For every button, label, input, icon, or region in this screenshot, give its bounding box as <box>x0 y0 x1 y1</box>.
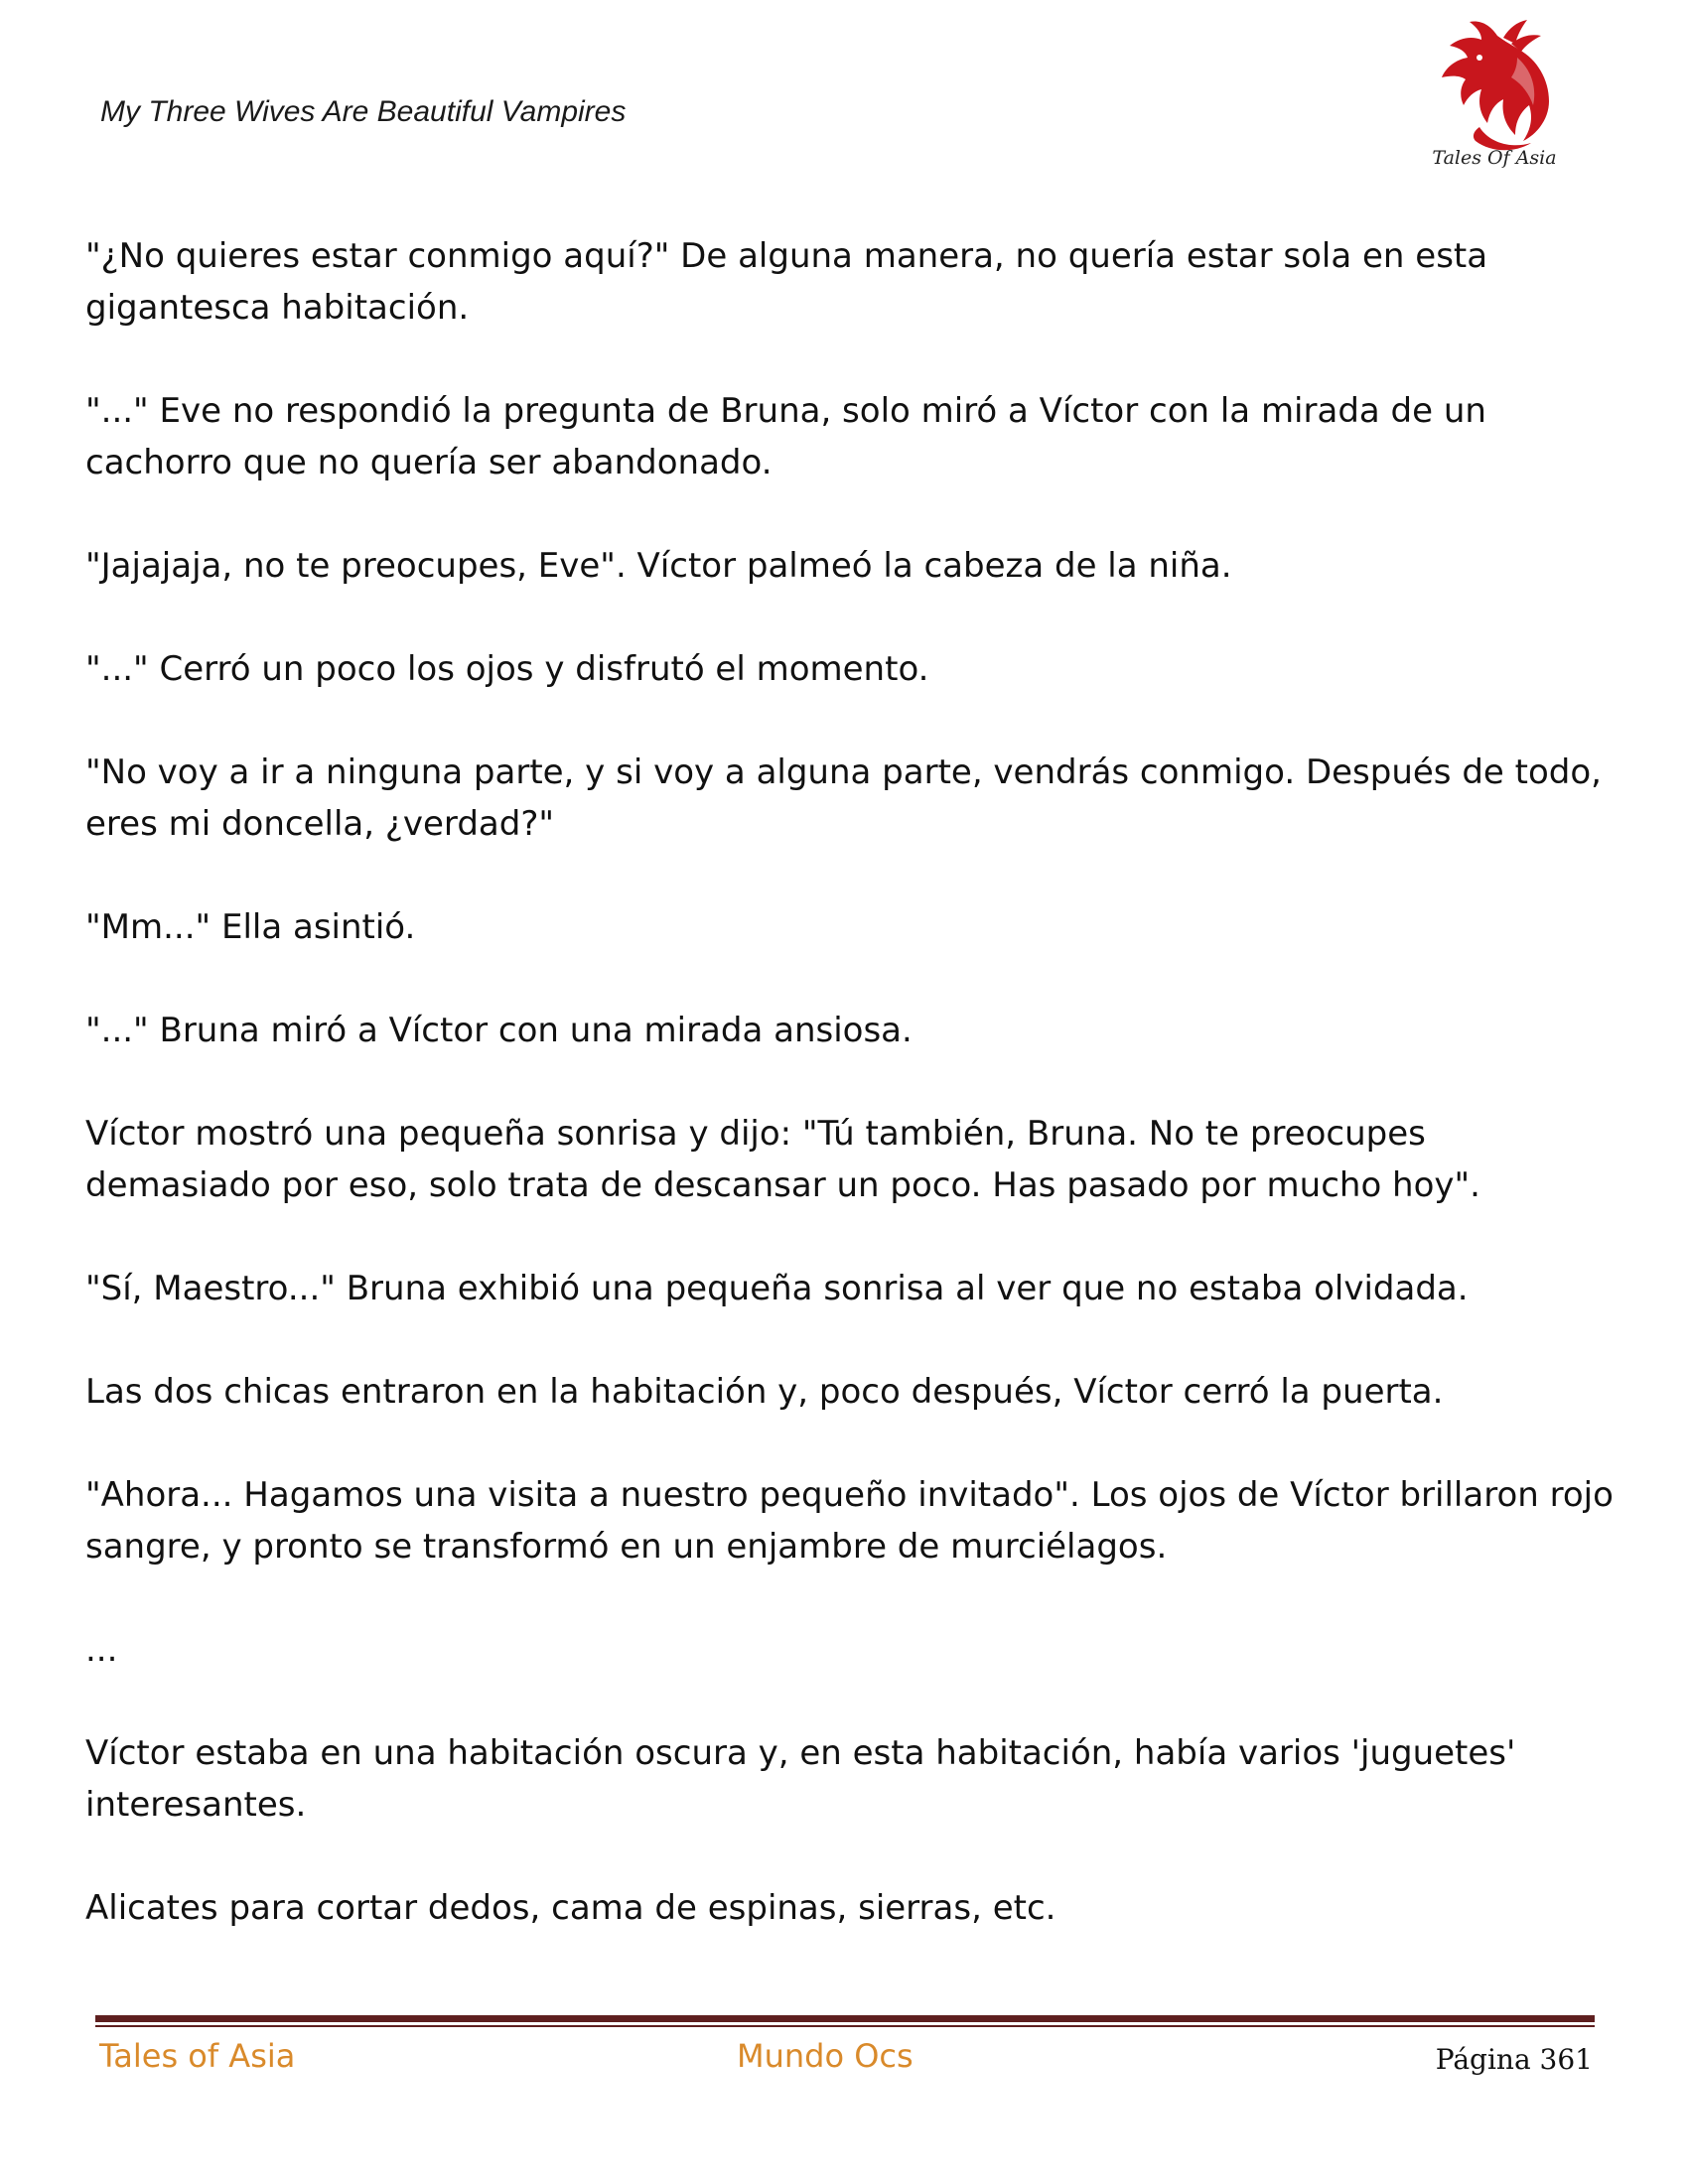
paragraph: Víctor mostró una pequeña sonrisa y dijo: "Tú también, Bruna. No te preocupes demasiado por eso, solo trata de descansar un poco. Has pasado por mucho hoy". <box>85 1114 1480 1205</box>
scene-break: ... <box>85 1630 118 1670</box>
paragraph: "No voy a ir a ninguna parte, y si voy a alguna parte, vendrás conmigo. Después de todo, eres mi doncella, ¿verdad?" <box>85 752 1602 844</box>
footer-section-name: Mundo Ocs <box>737 2037 914 2075</box>
paragraph: "¿No quieres estar conmigo aquí?" De alguna manera, no quería estar sola en esta gigantesca habitación. <box>85 236 1488 328</box>
footer-divider <box>95 2015 1595 2027</box>
paragraph: "Ahora... Hagamos una visita a nuestro pequeño invitado". Los ojos de Víctor brillaron rojo sangre, y pronto se transformó en un enjambre de murciélagos. <box>85 1475 1614 1567</box>
footer-divider-thin <box>95 2025 1595 2027</box>
paragraph: Víctor estaba en una habitación oscura y, en esta habitación, había varios 'juguetes' interesantes. <box>85 1733 1516 1825</box>
paragraph: "Jajajaja, no te preocupes, Eve". Víctor palmeó la cabeza de la niña. <box>85 546 1232 586</box>
tales-of-asia-logo <box>1420 18 1569 182</box>
paragraph: Las dos chicas entraron en la habitación y, poco después, Víctor cerró la puerta. <box>85 1372 1444 1412</box>
logo-caption: Tales Of Asia <box>1432 147 1557 169</box>
paragraph: "Sí, Maestro..." Bruna exhibió una pequeña sonrisa al ver que no estaba olvidada. <box>85 1269 1469 1308</box>
book-title: My Three Wives Are Beautiful Vampires <box>100 95 627 128</box>
paragraph: "Mm..." Ella asintió. <box>85 907 416 947</box>
paragraph: "..." Cerró un poco los ojos y disfrutó el momento. <box>85 649 929 689</box>
page-number: Página 361 <box>1435 2043 1593 2076</box>
footer-site-name: Tales of Asia <box>99 2037 296 2075</box>
paragraph: "..." Eve no respondió la pregunta de Bruna, solo miró a Víctor con la mirada de un cachorro que no quería ser abandonado. <box>85 391 1486 482</box>
paragraph: "..." Bruna miró a Víctor con una mirada ansiosa. <box>85 1011 913 1050</box>
dragon-logo-icon <box>1420 18 1569 157</box>
paragraph: Alicates para cortar dedos, cama de espinas, sierras, etc. <box>85 1888 1056 1928</box>
footer-divider-thick <box>95 2015 1595 2022</box>
chapter-body <box>85 230 1615 1985</box>
